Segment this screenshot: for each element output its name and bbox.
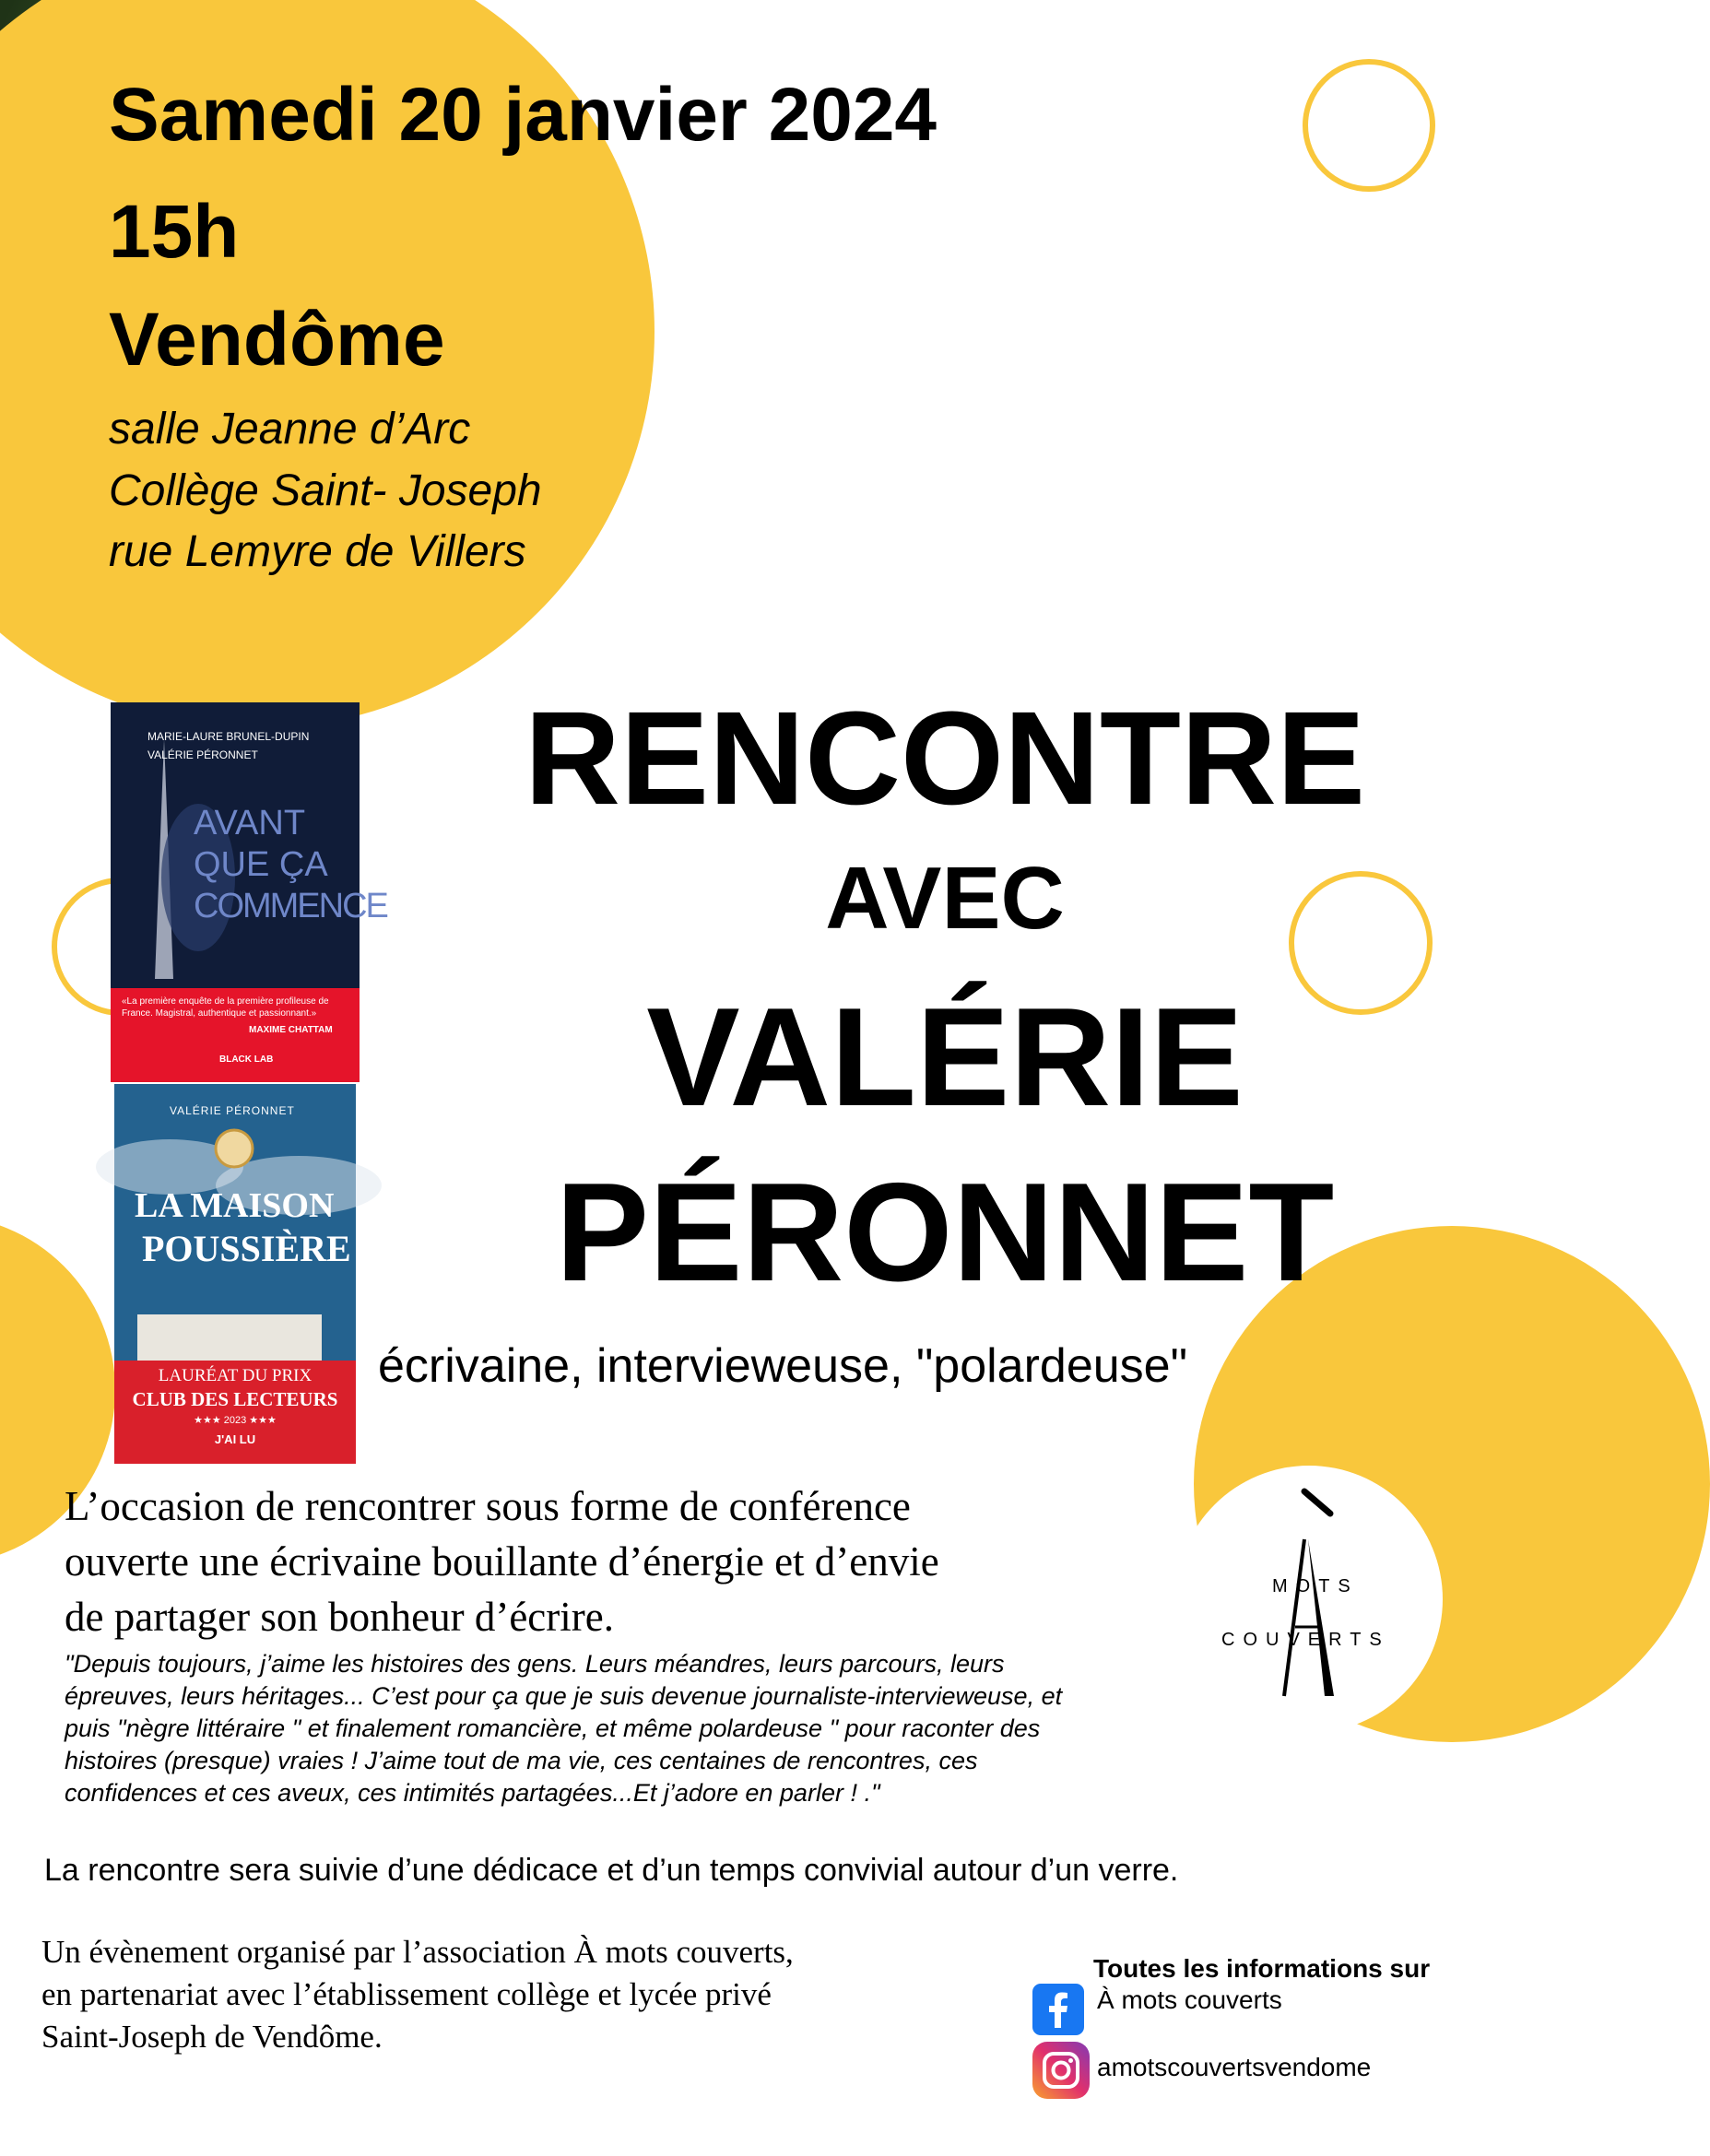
quote-line-3: puis "nègre littéraire " et finalement romancière, et même polardeuse " pour raconter des	[65, 1714, 1041, 1742]
social-heading: Toutes les informations sur	[1093, 1954, 1431, 1983]
book-cover-avant-que-ca-commence	[111, 702, 387, 1082]
intro-line-1: L’occasion de rencontrer sous forme de conférence	[65, 1483, 911, 1529]
ring-top-right	[1303, 59, 1435, 192]
title-avec: AVEC	[825, 849, 1065, 948]
book2-prize-1: LAURÉAT DU PRIX	[158, 1366, 313, 1385]
title-first-name: VALÉRIE	[646, 979, 1244, 1136]
event-date: Samedi 20 janvier 2024	[109, 73, 938, 157]
organizer-line-1: Un évènement organisé par l’association À mots couverts,	[41, 1934, 794, 1970]
book1-blurb-author: MAXIME CHATTAM	[249, 1025, 333, 1035]
book1-title-2: QUE ÇA	[194, 845, 328, 884]
logo-word-mots: MOTS	[1272, 1576, 1359, 1596]
quote-line-5: confidences et ces aveux, ces intimités partagées...Et j’adore en parler ! ."	[65, 1779, 880, 1807]
intro-line-2: ouverte une écrivaine bouillante d’énergie et d’envie	[65, 1538, 939, 1585]
book2-title-1: LA MAISON	[135, 1186, 335, 1225]
book2-prize-3: ★★★ 2023 ★★★	[194, 1415, 277, 1426]
after-event-note: La rencontre sera suivie d’une dédicace et d’un temps convivial autour d’un verre.	[44, 1853, 1179, 1888]
association-logo	[1175, 1466, 1443, 1733]
facebook-link[interactable]: À mots couverts	[1097, 1985, 1282, 2014]
instagram-icon[interactable]	[1032, 2042, 1090, 2099]
instagram-link[interactable]: amotscouvertsvendome	[1097, 2053, 1372, 2081]
book2-title-2: POUSSIÈRE	[142, 1228, 351, 1269]
event-city: Vendôme	[109, 298, 445, 382]
venue-line-3: rue Lemyre de Villers	[109, 527, 526, 576]
book1-author-1: MARIE-LAURE BRUNEL-DUPIN	[147, 730, 310, 743]
book1-blurb: «La première enquête de la première profileuse de France. Magistral, authentique et passionnant.»	[122, 996, 329, 1019]
subtitle: écrivaine, intervieweuse, "polardeuse"	[378, 1339, 1188, 1393]
book-cover-la-maison-poussiere	[114, 1084, 356, 1464]
book1-publisher: BLACK LAB	[219, 1054, 274, 1065]
book2-author: VALÉRIE PÉRONNET	[170, 1104, 295, 1117]
book1-title-3: COMMENCE	[194, 887, 387, 925]
organizer-line-2: en partenariat avec l’établissement collège et lycée privé	[41, 1976, 772, 2012]
book2-prize-2: CLUB DES LECTEURS	[132, 1388, 338, 1410]
quote-line-1: "Depuis toujours, j’aime les histoires des gens. Leurs méandres, leurs parcours, leurs	[65, 1650, 1005, 1678]
quote-line-4: histoires (presque) vraies ! J’aime tout de ma vie, ces centaines de rencontres, ces	[65, 1747, 978, 1774]
book1-title-1: AVANT	[194, 804, 306, 842]
quote-line-2: épreuves, leurs héritages... C’est pour ça que je suis devenue journaliste-intervieweuse, et	[65, 1682, 1063, 1710]
venue-line-1: salle Jeanne d’Arc	[109, 405, 471, 454]
title-rencontre: RENCONTRE	[524, 684, 1366, 832]
venue-line-2: Collège Saint- Joseph	[109, 466, 542, 515]
author-quote	[65, 1648, 1217, 1809]
logo-word-couverts: COUVERTS	[1221, 1630, 1390, 1650]
event-time: 15h	[109, 190, 240, 274]
book2-publisher: J'AI LU	[214, 1432, 256, 1446]
facebook-icon[interactable]	[1032, 1984, 1084, 2035]
intro-line-3: de partager son bonheur d’écrire.	[65, 1594, 614, 1640]
title-last-name: PÉRONNET	[555, 1154, 1335, 1311]
book1-author-2: VALÉRIE PÉRONNET	[147, 748, 258, 761]
organizer-line-3: Saint-Joseph de Vendôme.	[41, 2019, 383, 2055]
